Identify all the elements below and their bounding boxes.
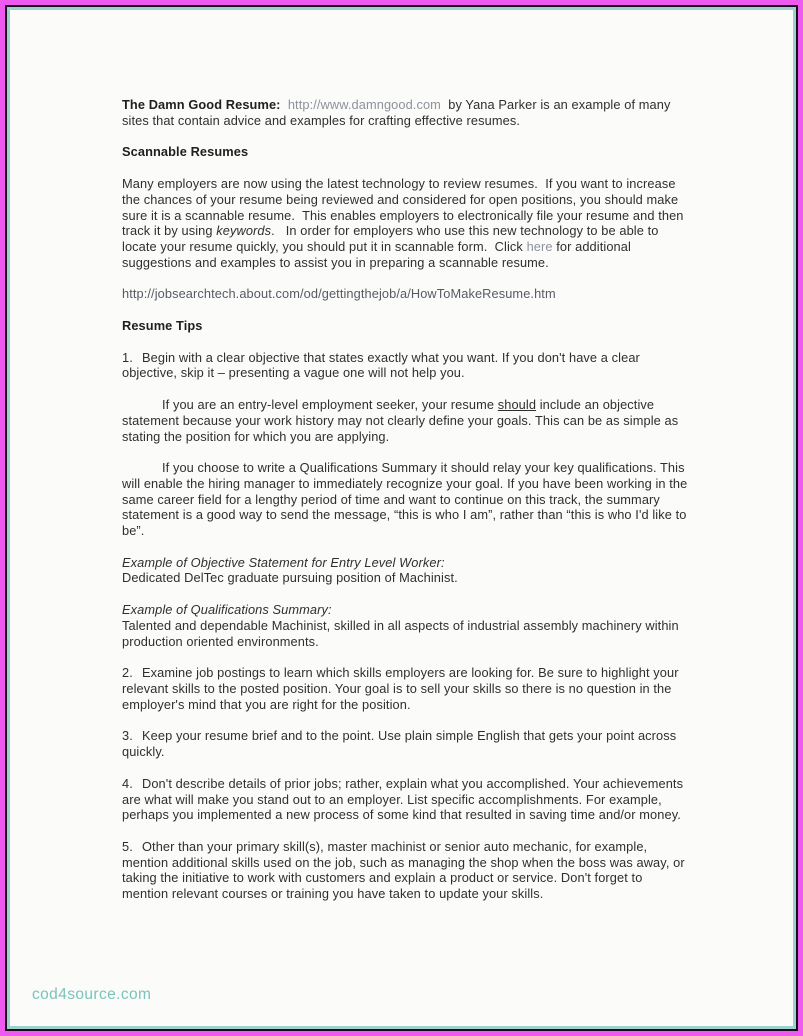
tip-1 [122,350,688,381]
scannable-paragraph [122,176,688,270]
should-underlined: should [497,397,537,413]
watermark-cod4source: cod4source.com [32,986,152,1003]
tip-1-text: Begin with a clear objective that states exactly what you want. If you don't have a clear objective, skip it – presenting a vague one will not help you. [122,349,644,381]
teal-border-line [7,7,796,1029]
tip-3-text: Keep your resume brief and to the point. Use plain simple English that gets your point across quickly. [122,728,680,760]
qualifications-summary-paragraph: If you choose to write a Qualifications Summary it should relay your key qualifications. This will enable the hiring manager to immediately recognize your goal. If you have been working in the same career field for a lengthy period of time and want to continue on this track, the summary statement is a good way to send the message, “this is who I am”, rather than “this is who I'd like to be”. [122,460,692,539]
tip-5 [122,839,688,902]
tip-5-number: 5. [122,838,133,854]
damngood-link[interactable]: http://www.damngood.com [287,97,441,112]
tip-4-text: Don't describe details of prior jobs; rather, explain what you accomplished. Your achievements are what will make you stand out to an employer. List specific accomplishments. For example, perhaps you implemented a new process of some kind that resulted in saving time and/or money. [122,775,687,823]
document-content [122,97,692,918]
tip-2-number: 2. [122,665,133,681]
objective-text-before: If you are an entry-level employment seeker, your resume [162,397,498,413]
resume-tips-heading: Resume Tips [122,318,203,334]
tip-3-number: 3. [122,728,133,744]
scannable-resumes-heading: Scannable Resumes [122,144,249,160]
document-page [10,10,793,1026]
tip-2-text: Examine job postings to learn which skills employers are looking for. Be sure to highlight your relevant skills to the posted position. Your goal is to sell your skills so there is no question in the employer's mind that you are right for the position. [122,665,683,712]
jobsearchtech-url-link[interactable]: http://jobsearchtech.about.com/od/gettingthejob/a/HowToMakeResume.htm [122,286,556,302]
tip-4 [122,776,688,823]
scannable-text-b: . In order for employers who use this new technology to be able to locate your resume quickly, you should put it in scannable form. Click [122,223,663,254]
example-summary-label: Example of Qualifications Summary: [122,602,332,618]
intro-title: The Damn Good Resume: [122,97,288,112]
example-objective-label: Example of Objective Statement for Entry Level Worker: [122,554,445,570]
objective-statement-paragraph [122,397,688,444]
tip-3 [122,728,688,759]
intro-paragraph [122,97,688,128]
here-link[interactable]: here [526,238,553,254]
example-summary-text: Talented and dependable Machinist, skilled in all aspects of industrial assembly machinery within production oriented environments. [122,617,683,649]
example-summary-block [122,602,688,649]
tip-2 [122,665,688,712]
intro-text: by Yana Parker is an example of many sites that contain advice and examples for crafting effective resumes. [122,97,675,128]
tip-5-text: Other than your primary skill(s), master machinist or senior auto mechanic, for example, mention additional skills used on the job, such as managing the shop when the boss was away, or taking the initiative to work with customers and explain a product or service. Don't forget to mention relevant courses or training you have taken to update your skills. [122,838,689,902]
scannable-text-c: for additional suggestions and examples to assist you in preparing a scannable resume. [122,238,635,270]
example-objective-block [122,555,688,586]
scannable-text-a: Many employers are now using the latest technology to review resumes. If you want to increase the chances of your resume being reviewed and considered for open positions, you should make sure it is a scannable resume. This enables employers to electronically file your resume and then track it by using [122,176,688,239]
tip-1-number: 1. [122,349,133,365]
example-objective-text: Dedicated DelTec graduate pursuing position of Machinist. [122,570,458,586]
tip-4-number: 4. [122,775,133,791]
dark-border-line [5,5,798,1031]
keywords-emphasis: keywords [216,223,272,239]
objective-text-after: include an objective statement because your work history may not clearly define your goals. This can be as simple as stating the position for which you are applying. [122,397,682,444]
